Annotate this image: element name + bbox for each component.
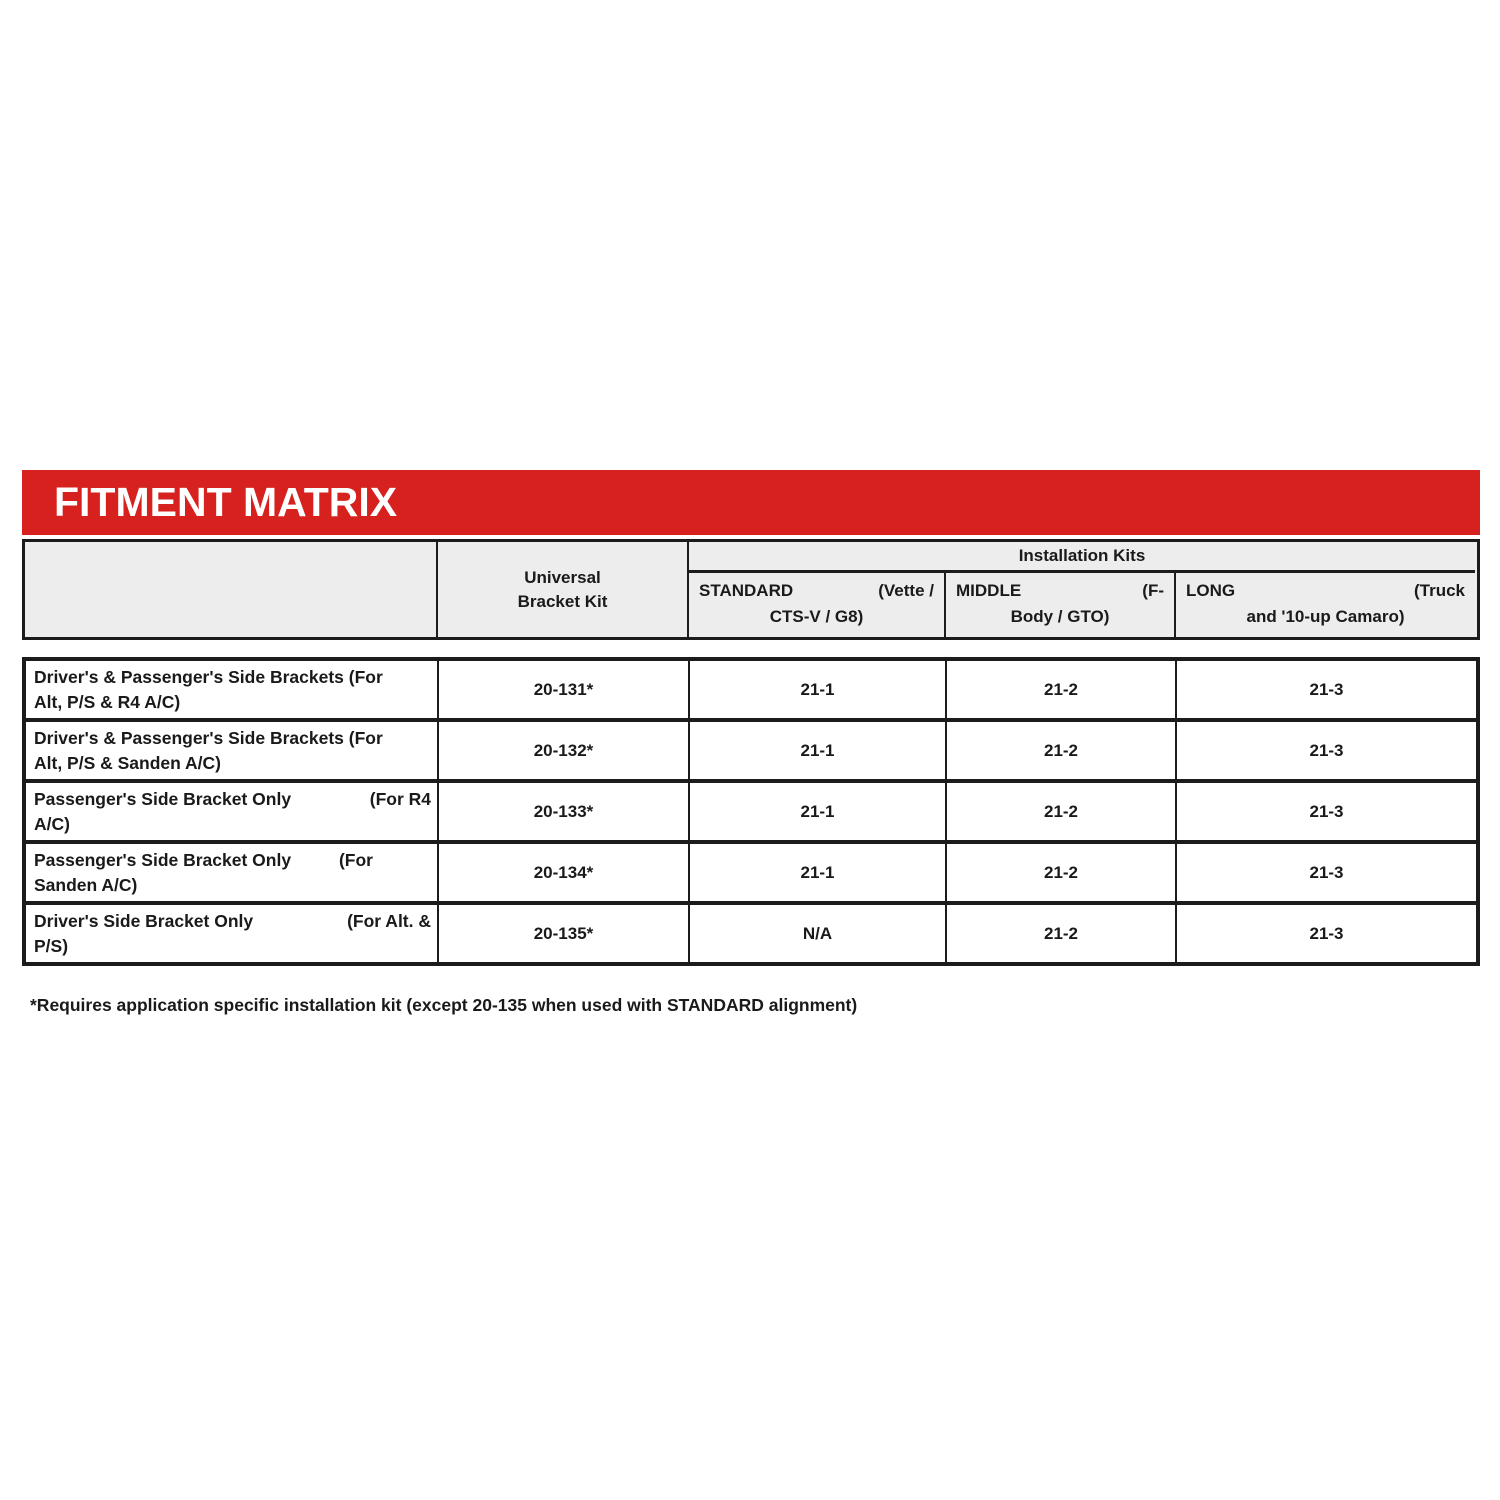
long-kit-cell: 21-3: [1309, 679, 1344, 699]
installation-kits-header: [689, 542, 1475, 573]
kit-column-header-standard: [689, 573, 946, 637]
footnote: *Requires application specific installation kit (except 20-135 when used with STANDARD alignment): [30, 995, 858, 1015]
universal-header-line1: Universal: [524, 567, 601, 587]
row-label-line2: A/C): [34, 814, 70, 834]
long-kit-cell: 21-3: [1309, 862, 1344, 882]
universal-bracket-kit-header: [438, 542, 689, 637]
kit-name-standard: STANDARD: [699, 581, 794, 600]
middle-kit-cell: 21-2: [947, 783, 1177, 840]
table-row: [26, 718, 1476, 779]
row-label: [26, 844, 439, 901]
long-kit-cell: 21-3: [1309, 923, 1344, 943]
kit-name-middle: MIDDLE: [956, 581, 1022, 600]
row-label-line1-right: (For: [338, 850, 373, 870]
kit-paren-standard-2: CTS-V / G8): [769, 607, 864, 626]
fitment-matrix-banner: [22, 470, 1480, 535]
corner-cell: [25, 542, 438, 637]
middle-kit-cell: 21-2: [947, 844, 1177, 901]
row-label-line1-left: Driver's & Passenger's Side Brackets (For: [34, 728, 383, 748]
row-label: [26, 722, 439, 779]
kit-paren-long-1: (Truck: [1413, 581, 1465, 600]
universal-kit-cell: 20-133*: [439, 783, 690, 840]
kit-column-header-middle: [946, 573, 1176, 637]
row-label-line1-left: Driver's Side Bracket Only: [34, 911, 254, 931]
installation-kits-label: Installation Kits: [1018, 546, 1146, 565]
standard-kit-cell: 21-1: [690, 661, 947, 718]
middle-kit-cell: 21-2: [947, 661, 1177, 718]
row-label: [26, 905, 439, 962]
universal-kit-cell: 20-134*: [439, 844, 690, 901]
table-row: [26, 661, 1476, 718]
universal-header-line2: Bracket Kit: [517, 591, 608, 611]
kit-paren-middle-2: Body / GTO): [1010, 607, 1110, 626]
row-label: [26, 661, 439, 718]
standard-kit-cell: N/A: [690, 905, 947, 962]
standard-kit-cell: 21-1: [690, 783, 947, 840]
fitment-table-header: [22, 539, 1480, 640]
fitment-table-body: [22, 657, 1480, 966]
table-row: [26, 901, 1476, 962]
standard-kit-cell: 21-1: [690, 722, 947, 779]
row-label-line1-right: (For Alt. &: [347, 911, 431, 931]
row-label: [26, 783, 439, 840]
long-kit-cell: 21-3: [1309, 801, 1344, 821]
row-label-line1-left: Driver's & Passenger's Side Brackets (For: [34, 667, 383, 687]
row-label-line2: Sanden A/C): [34, 875, 138, 895]
banner-title: FITMENT MATRIX: [54, 479, 398, 525]
kit-paren-standard-1: (Vette /: [878, 581, 934, 600]
middle-kit-cell: 21-2: [947, 905, 1177, 962]
universal-kit-cell: 20-135*: [439, 905, 690, 962]
row-label-line1-left: Passenger's Side Bracket Only: [34, 850, 292, 870]
kit-paren-long-2: and '10-up Camaro): [1246, 607, 1405, 626]
long-kit-cell: 21-3: [1309, 740, 1344, 760]
table-row: [26, 779, 1476, 840]
kit-name-long: LONG: [1186, 581, 1236, 600]
kit-paren-middle-1: (F-: [1142, 581, 1164, 600]
kit-column-header-long: [1176, 573, 1475, 637]
row-label-line2: Alt, P/S & R4 A/C): [34, 692, 181, 712]
universal-kit-cell: 20-131*: [439, 661, 690, 718]
middle-kit-cell: 21-2: [947, 722, 1177, 779]
row-label-line2: P/S): [34, 936, 69, 956]
row-label-line1-left: Passenger's Side Bracket Only: [34, 789, 292, 809]
row-label-line2: Alt, P/S & Sanden A/C): [34, 753, 222, 773]
row-label-line1-right: (For R4: [369, 789, 431, 809]
table-row: [26, 840, 1476, 901]
standard-kit-cell: 21-1: [690, 844, 947, 901]
universal-kit-cell: 20-132*: [439, 722, 690, 779]
